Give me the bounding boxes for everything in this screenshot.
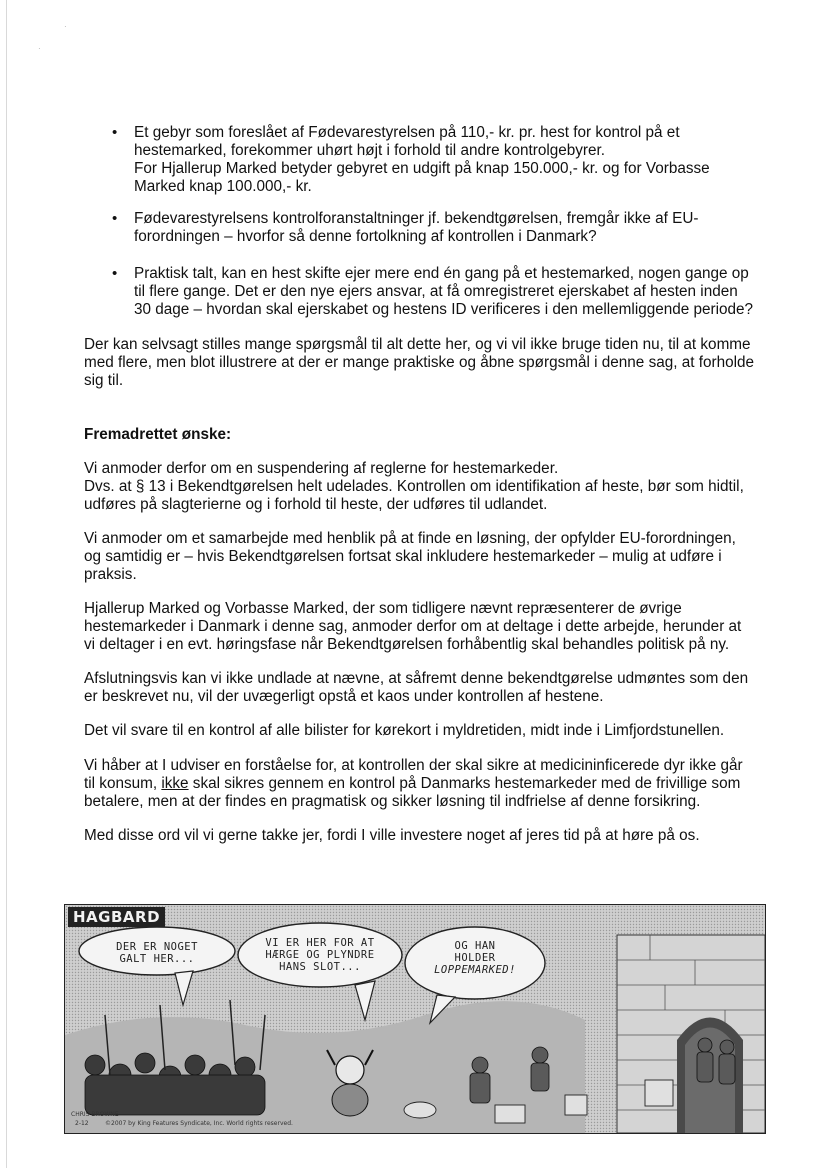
bullet-dot-icon: • [112, 124, 118, 141]
paragraph-line: Dvs. at § 13 i Bekendtgørelsen helt udelades. Kontrollen om identifikation af heste, bør som hidtil, [84, 478, 744, 495]
paragraph-line: vi deltager i en evt. høringsfase når Bekendtgørelsen forhåbentlig skal behandles politisk på ny. [84, 636, 730, 653]
line-fragment: til konsum, [84, 775, 162, 792]
scan-edge-line [6, 0, 7, 1168]
comic-signature: CHRIS BROWNE [71, 1111, 119, 1118]
balloon-line: OG HAN [454, 940, 496, 952]
scan-speck: · [38, 44, 41, 53]
intro-paragraph [84, 336, 774, 390]
balloon-line: HÆRGE OG PLYNDRE [265, 949, 375, 961]
comic-copyright: ©2007 by King Features Syndicate, Inc. World rights reserved. [105, 1120, 293, 1127]
paragraph-line: er beskrevet nu, vil der uvægerligt opstå et kaos under kontrollen af hestene. [84, 688, 604, 705]
paragraph-line: udføres på slagterierne og i forhold til heste, der udføres til udlandet. [84, 496, 548, 513]
bullet-dot-icon: • [112, 210, 118, 227]
paragraph-line [84, 775, 774, 793]
balloon-line: GALT HER... [119, 953, 195, 965]
paragraph-line: Afslutningsvis kan vi ikke undlade at nævne, at såfremt denne bekendtgørelse udmøntes som den [84, 670, 749, 687]
balloon-line: LOPPEMARKED! [434, 964, 516, 976]
paragraph-line: sig til. [84, 372, 124, 389]
underlined-word: ikke [161, 775, 189, 792]
balloon-line: DER ER NOGET [116, 941, 198, 953]
paragraph-line: praksis. [84, 566, 137, 583]
balloon-text-1 [87, 941, 227, 965]
balloon-text-3 [413, 940, 537, 976]
paragraph-line: Vi anmoder derfor om en suspendering af reglerne for hestemarkeder. [84, 460, 559, 477]
paragraph-line: og samtidig er – hvis Bekendtgørelsen fortsat skal inkludere hestemarkeder – mulig at udføre i [84, 548, 722, 565]
comic-title: HAGBARD [68, 907, 165, 927]
bullet-line: Et gebyr som foreslået af Fødevarestyrelsen på 110,- kr. pr. hest for kontrol på et [134, 124, 680, 141]
paragraph-tunnel [84, 722, 774, 740]
paragraph-chaos [84, 670, 774, 706]
line-fragment: skal sikres gennem en kontrol på Danmarks hestemarkeder med de frivillige som [188, 775, 741, 792]
bullet-line: Marked knap 100.000,- kr. [134, 178, 312, 195]
balloon-text-2 [245, 937, 395, 973]
bullet-line: Praktisk talt, kan en hest skifte ejer mere end én gang på et hestemarked, nogen gange op [134, 265, 749, 282]
section-heading: Fremadrettet ønske: [84, 426, 232, 443]
paragraph-suspension [84, 460, 774, 514]
balloon-line: HOLDER [454, 952, 496, 964]
paragraph-line: Vi anmoder om et samarbejde med henblik på at finde en løsning, der opfylder EU-forordningen, [84, 530, 736, 547]
paragraph-line: Der kan selvsagt stilles mange spørgsmål til alt dette her, og vi vil ikke bruge tiden nu, til at komme [84, 336, 751, 353]
balloon-line: HANS SLOT... [279, 961, 361, 973]
bullet-line: hestemarked, forekommer uhørt højt i forhold til andre kontrolgebyrer. [134, 142, 606, 159]
paragraph-line: betalere, men at der findes en pragmatisk og sikker løsning til indfrielse af denne forsikring. [84, 793, 701, 810]
paragraph-line: Hjallerup Marked og Vorbasse Marked, der som tidligere nævnt repræsenterer de øvrige [84, 600, 682, 617]
scan-speck: · [64, 22, 67, 31]
comic-date-mark: 2-12 [75, 1120, 89, 1127]
bullet-line: Fødevarestyrelsens kontrolforanstaltninger jf. bekendtgørelsen, fremgår ikke af EU- [134, 210, 699, 227]
bullet-dot-icon: • [112, 265, 118, 282]
closing-paragraph: Med disse ord vil vi gerne takke jer, fordi I ville investere noget af jeres tid på at høre på os. [84, 827, 700, 844]
paragraph-line: Vi håber at I udviser en forståelse for, at kontrollen der skal sikre at medicininficerede dyr ikke går [84, 757, 743, 774]
paragraph-line: hestemarkeder i Danmark i denne sag, anmoder derfor om at deltage i dette arbejde, herunder at [84, 618, 742, 635]
paragraph-line: med flere, men blot illustrere at der er mange praktiske og åbne spørgsmål i denne sag, at forholde [84, 354, 755, 371]
comic-strip [64, 904, 766, 1134]
paragraph-understanding [84, 757, 774, 811]
bullet-line: forordningen – hvorfor så denne fortolkning af kontrollen i Danmark? [134, 228, 597, 245]
bullet-line: til flere gange. Det er den nye ejers ansvar, at få omregistreret ejerskabet af hesten inden [134, 283, 738, 300]
paragraph-line: Det vil svare til en kontrol af alle bilister for kørekort i myldretiden, midt inde i Limfjordstunellen. [84, 722, 725, 739]
paragraph-cooperation [84, 530, 774, 584]
bullet-line: 30 dage – hvordan skal ejerskabet og hestens ID verificeres i den mellemliggende periode? [134, 301, 754, 318]
paragraph-participation [84, 600, 774, 654]
balloon-line: VI ER HER FOR AT [265, 937, 375, 949]
bullet-line: For Hjallerup Marked betyder gebyret en udgift på knap 150.000,- kr. og for Vorbasse [134, 160, 710, 177]
